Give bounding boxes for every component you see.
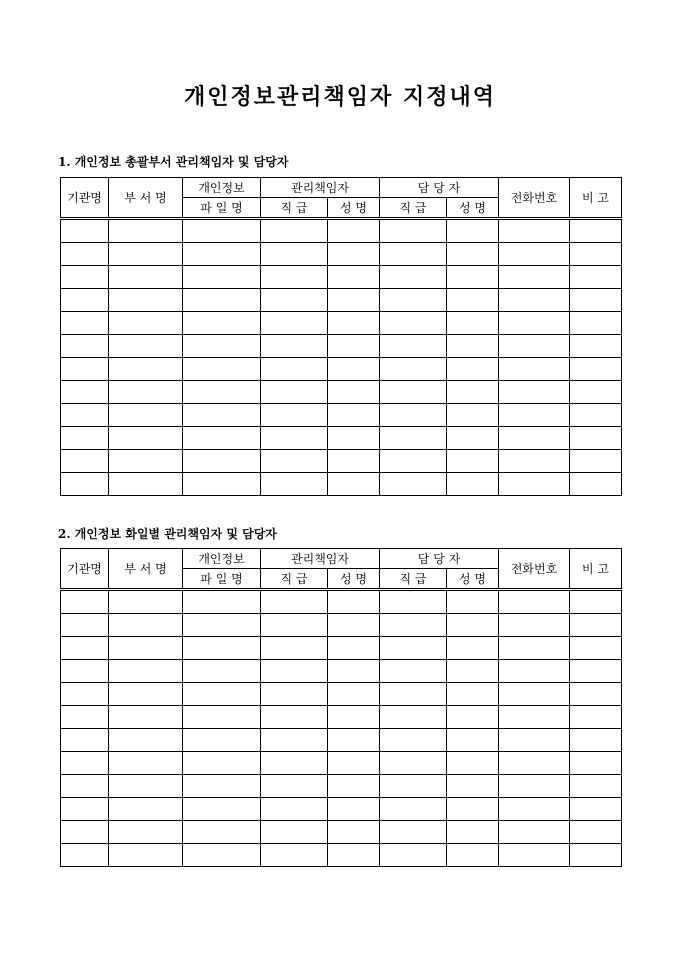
table-cell[interactable] xyxy=(570,729,622,752)
table-cell[interactable] xyxy=(570,590,622,614)
table-cell[interactable] xyxy=(570,381,622,404)
table-cell[interactable] xyxy=(447,219,499,243)
table-cell[interactable] xyxy=(328,243,380,266)
table-cell[interactable] xyxy=(570,821,622,844)
header-staff: 담 당 자 xyxy=(380,549,499,569)
table-cell[interactable] xyxy=(499,821,570,844)
table-cell[interactable] xyxy=(183,729,261,752)
table-cell[interactable] xyxy=(328,706,380,729)
table-row xyxy=(61,473,622,496)
table-cell[interactable] xyxy=(499,590,570,614)
table-1-body xyxy=(61,219,622,496)
table-cell[interactable] xyxy=(328,821,380,844)
table-cell[interactable] xyxy=(380,614,447,637)
table-cell[interactable] xyxy=(570,450,622,473)
table-cell[interactable] xyxy=(447,312,499,335)
table-cell[interactable] xyxy=(328,683,380,706)
table-row xyxy=(61,706,622,729)
table-cell[interactable] xyxy=(447,243,499,266)
table-cell[interactable] xyxy=(261,243,328,266)
table-row xyxy=(61,614,622,637)
table-cell[interactable] xyxy=(261,821,328,844)
table-cell[interactable] xyxy=(380,660,447,683)
table-cell[interactable] xyxy=(61,335,109,358)
table-cell[interactable] xyxy=(447,427,499,450)
table-cell[interactable] xyxy=(109,243,183,266)
header-department: 부 서 명 xyxy=(109,549,183,590)
table-cell[interactable] xyxy=(499,358,570,381)
table-cell[interactable] xyxy=(183,358,261,381)
table-cell[interactable] xyxy=(328,266,380,289)
header-agency: 기관명 xyxy=(61,178,109,219)
table-row xyxy=(61,381,622,404)
table-cell[interactable] xyxy=(183,798,261,821)
table-cell[interactable] xyxy=(261,614,328,637)
table-cell[interactable] xyxy=(183,775,261,798)
table-row xyxy=(61,312,622,335)
table-cell[interactable] xyxy=(109,637,183,660)
table-1 xyxy=(60,177,622,496)
table-cell[interactable] xyxy=(109,266,183,289)
table-row xyxy=(61,775,622,798)
table-cell[interactable] xyxy=(570,683,622,706)
table-cell[interactable] xyxy=(499,798,570,821)
table-cell[interactable] xyxy=(109,219,183,243)
table-cell[interactable] xyxy=(61,844,109,867)
table-cell[interactable] xyxy=(328,660,380,683)
table-cell[interactable] xyxy=(61,358,109,381)
table-cell[interactable] xyxy=(328,775,380,798)
document-title: 개인정보관리책임자 지정내역 xyxy=(184,84,496,110)
table-cell[interactable] xyxy=(499,683,570,706)
table-cell[interactable] xyxy=(109,844,183,867)
table-row xyxy=(61,798,622,821)
table-cell[interactable] xyxy=(380,706,447,729)
table-cell[interactable] xyxy=(499,729,570,752)
table-cell[interactable] xyxy=(447,706,499,729)
table-cell[interactable] xyxy=(380,243,447,266)
table-cell[interactable] xyxy=(183,590,261,614)
table-row xyxy=(61,821,622,844)
table-cell[interactable] xyxy=(328,752,380,775)
table-cell[interactable] xyxy=(380,381,447,404)
table-cell[interactable] xyxy=(261,752,328,775)
table-cell[interactable] xyxy=(570,844,622,867)
table-cell[interactable] xyxy=(328,404,380,427)
table-cell[interactable] xyxy=(183,404,261,427)
table-cell[interactable] xyxy=(183,335,261,358)
table-cell[interactable] xyxy=(380,404,447,427)
table-cell[interactable] xyxy=(499,473,570,496)
table-cell[interactable] xyxy=(570,637,622,660)
table-cell[interactable] xyxy=(447,821,499,844)
section-2-heading: 2. 개인정보 화일별 관리책임자 및 담당자 xyxy=(58,527,277,541)
table-cell[interactable] xyxy=(380,844,447,867)
table-cell[interactable] xyxy=(328,450,380,473)
header-staff-rank: 직 급 xyxy=(380,569,447,590)
table-cell[interactable] xyxy=(570,289,622,312)
table-cell[interactable] xyxy=(109,752,183,775)
table-cell[interactable] xyxy=(183,660,261,683)
table-cell[interactable] xyxy=(261,683,328,706)
table-cell[interactable] xyxy=(447,590,499,614)
table-cell[interactable] xyxy=(183,683,261,706)
table-cell[interactable] xyxy=(328,312,380,335)
table-cell[interactable] xyxy=(380,683,447,706)
table-cell[interactable] xyxy=(447,266,499,289)
table-cell[interactable] xyxy=(109,683,183,706)
table-cell[interactable] xyxy=(61,312,109,335)
table-cell[interactable] xyxy=(109,729,183,752)
table-cell[interactable] xyxy=(570,706,622,729)
table-2 xyxy=(60,548,622,867)
table-cell[interactable] xyxy=(61,289,109,312)
table-row xyxy=(61,219,622,243)
table-cell[interactable] xyxy=(447,614,499,637)
header-phone: 전화번호 xyxy=(499,178,570,219)
table-cell[interactable] xyxy=(447,660,499,683)
table-cell[interactable] xyxy=(261,266,328,289)
header-manager-name: 성 명 xyxy=(328,198,380,219)
table-cell[interactable] xyxy=(61,243,109,266)
header-manager-rank: 직 급 xyxy=(261,198,328,219)
table-row xyxy=(61,289,622,312)
header-phone: 전화번호 xyxy=(499,549,570,590)
table-cell[interactable] xyxy=(261,381,328,404)
table-cell[interactable] xyxy=(109,473,183,496)
table-cell[interactable] xyxy=(183,473,261,496)
table-cell[interactable] xyxy=(570,798,622,821)
table-cell[interactable] xyxy=(570,660,622,683)
table-cell[interactable] xyxy=(109,358,183,381)
table-cell[interactable] xyxy=(447,683,499,706)
table-cell[interactable] xyxy=(261,775,328,798)
table-cell[interactable] xyxy=(447,637,499,660)
table-cell[interactable] xyxy=(380,219,447,243)
section-1-heading: 1. 개인정보 총괄부서 관리책임자 및 담당자 xyxy=(58,155,289,169)
table-cell[interactable] xyxy=(328,358,380,381)
table-row xyxy=(61,660,622,683)
table-cell[interactable] xyxy=(61,729,109,752)
table-cell[interactable] xyxy=(447,473,499,496)
table-cell[interactable] xyxy=(499,660,570,683)
table-cell[interactable] xyxy=(499,427,570,450)
table-cell[interactable] xyxy=(183,752,261,775)
table-cell[interactable] xyxy=(328,637,380,660)
table-cell[interactable] xyxy=(328,473,380,496)
table-cell[interactable] xyxy=(380,775,447,798)
table-row xyxy=(61,844,622,867)
header-staff: 담 당 자 xyxy=(380,178,499,198)
table-cell[interactable] xyxy=(499,752,570,775)
table-cell[interactable] xyxy=(499,450,570,473)
header-file-top: 개인정보 xyxy=(183,178,261,198)
table-cell[interactable] xyxy=(570,219,622,243)
table-cell[interactable] xyxy=(261,590,328,614)
table-cell[interactable] xyxy=(109,614,183,637)
table-cell[interactable] xyxy=(261,473,328,496)
table-cell[interactable] xyxy=(261,289,328,312)
table-cell[interactable] xyxy=(109,775,183,798)
table-cell[interactable] xyxy=(61,450,109,473)
table-cell[interactable] xyxy=(328,335,380,358)
table-row xyxy=(61,637,622,660)
table-cell[interactable] xyxy=(447,798,499,821)
table-cell[interactable] xyxy=(380,289,447,312)
table-row xyxy=(61,243,622,266)
table-cell[interactable] xyxy=(109,590,183,614)
header-file-bottom: 파 일 명 xyxy=(183,569,261,590)
table-cell[interactable] xyxy=(328,798,380,821)
table-cell[interactable] xyxy=(447,358,499,381)
table-cell[interactable] xyxy=(261,358,328,381)
table-cell[interactable] xyxy=(447,775,499,798)
table-cell[interactable] xyxy=(380,729,447,752)
table-row xyxy=(61,335,622,358)
table-cell[interactable] xyxy=(261,660,328,683)
header-note: 비 고 xyxy=(570,178,622,219)
table-row xyxy=(61,752,622,775)
table-cell[interactable] xyxy=(328,219,380,243)
table-cell[interactable] xyxy=(183,427,261,450)
table-cell[interactable] xyxy=(261,637,328,660)
table-cell[interactable] xyxy=(109,706,183,729)
table-cell[interactable] xyxy=(447,335,499,358)
table-cell[interactable] xyxy=(380,590,447,614)
table-cell[interactable] xyxy=(61,706,109,729)
table-cell[interactable] xyxy=(183,219,261,243)
table-cell[interactable] xyxy=(447,752,499,775)
table-cell[interactable] xyxy=(328,614,380,637)
header-department: 부 서 명 xyxy=(109,178,183,219)
table-cell[interactable] xyxy=(570,335,622,358)
table-cell[interactable] xyxy=(380,473,447,496)
table-cell[interactable] xyxy=(109,660,183,683)
table-cell[interactable] xyxy=(261,335,328,358)
table-cell[interactable] xyxy=(380,312,447,335)
header-staff-name: 성 명 xyxy=(447,198,499,219)
table-cell[interactable] xyxy=(447,844,499,867)
table-cell[interactable] xyxy=(380,358,447,381)
table-cell[interactable] xyxy=(328,844,380,867)
table-cell[interactable] xyxy=(61,637,109,660)
table-cell[interactable] xyxy=(183,637,261,660)
table-cell[interactable] xyxy=(570,427,622,450)
header-staff-name: 성 명 xyxy=(447,569,499,590)
table-cell[interactable] xyxy=(499,381,570,404)
table-cell[interactable] xyxy=(261,729,328,752)
header-note: 비 고 xyxy=(570,549,622,590)
header-staff-rank: 직 급 xyxy=(380,198,447,219)
table-cell[interactable] xyxy=(499,266,570,289)
table-cell[interactable] xyxy=(61,473,109,496)
table-cell[interactable] xyxy=(109,335,183,358)
table-cell[interactable] xyxy=(499,844,570,867)
table-cell[interactable] xyxy=(380,266,447,289)
table-cell[interactable] xyxy=(183,381,261,404)
table-cell[interactable] xyxy=(183,289,261,312)
table-row xyxy=(61,590,622,614)
header-manager: 관리책임자 xyxy=(261,178,380,198)
table-cell[interactable] xyxy=(447,289,499,312)
table-cell[interactable] xyxy=(61,752,109,775)
table-cell[interactable] xyxy=(61,660,109,683)
table-cell[interactable] xyxy=(499,637,570,660)
table-row xyxy=(61,266,622,289)
table-cell[interactable] xyxy=(499,775,570,798)
table-cell[interactable] xyxy=(447,404,499,427)
table-cell[interactable] xyxy=(570,752,622,775)
table-cell[interactable] xyxy=(380,821,447,844)
table-cell[interactable] xyxy=(261,798,328,821)
table-cell[interactable] xyxy=(499,404,570,427)
table-cell[interactable] xyxy=(570,775,622,798)
table-cell[interactable] xyxy=(183,821,261,844)
table-cell[interactable] xyxy=(61,266,109,289)
table-cell[interactable] xyxy=(499,289,570,312)
table-cell[interactable] xyxy=(380,752,447,775)
table-cell[interactable] xyxy=(499,614,570,637)
table-cell[interactable] xyxy=(261,219,328,243)
table-cell[interactable] xyxy=(183,243,261,266)
table-cell[interactable] xyxy=(61,381,109,404)
header-file-bottom: 파 일 명 xyxy=(183,198,261,219)
table-cell[interactable] xyxy=(183,844,261,867)
table-cell[interactable] xyxy=(109,427,183,450)
table-cell[interactable] xyxy=(328,381,380,404)
table-cell[interactable] xyxy=(61,798,109,821)
header-file-top: 개인정보 xyxy=(183,549,261,569)
table-cell[interactable] xyxy=(570,614,622,637)
table-cell[interactable] xyxy=(183,614,261,637)
header-manager-name: 성 명 xyxy=(328,569,380,590)
table-cell[interactable] xyxy=(61,590,109,614)
table-cell[interactable] xyxy=(499,706,570,729)
table-cell[interactable] xyxy=(109,289,183,312)
table-cell[interactable] xyxy=(570,243,622,266)
table-cell[interactable] xyxy=(570,312,622,335)
table-cell[interactable] xyxy=(261,450,328,473)
table-cell[interactable] xyxy=(570,358,622,381)
table-cell[interactable] xyxy=(380,798,447,821)
table-row xyxy=(61,427,622,450)
table-cell[interactable] xyxy=(61,427,109,450)
header-manager: 관리책임자 xyxy=(261,549,380,569)
header-manager-rank: 직 급 xyxy=(261,569,328,590)
table-cell[interactable] xyxy=(183,266,261,289)
table-cell[interactable] xyxy=(380,637,447,660)
table-cell[interactable] xyxy=(380,335,447,358)
table-cell[interactable] xyxy=(499,219,570,243)
table-cell[interactable] xyxy=(109,404,183,427)
table-cell[interactable] xyxy=(380,427,447,450)
table-cell[interactable] xyxy=(109,312,183,335)
table-row xyxy=(61,404,622,427)
table-cell[interactable] xyxy=(261,404,328,427)
table-cell[interactable] xyxy=(570,473,622,496)
table-cell[interactable] xyxy=(61,404,109,427)
table-cell[interactable] xyxy=(109,450,183,473)
header-agency: 기관명 xyxy=(61,549,109,590)
table-cell[interactable] xyxy=(109,798,183,821)
table-cell[interactable] xyxy=(570,404,622,427)
table-cell[interactable] xyxy=(447,381,499,404)
table-cell[interactable] xyxy=(61,219,109,243)
table-cell[interactable] xyxy=(61,683,109,706)
table-cell[interactable] xyxy=(61,614,109,637)
table-cell[interactable] xyxy=(109,821,183,844)
table-cell[interactable] xyxy=(61,821,109,844)
table-cell[interactable] xyxy=(261,312,328,335)
table-row xyxy=(61,729,622,752)
table-cell[interactable] xyxy=(499,243,570,266)
table-cell[interactable] xyxy=(499,312,570,335)
table-cell[interactable] xyxy=(61,775,109,798)
table-cell[interactable] xyxy=(447,450,499,473)
table-row xyxy=(61,450,622,473)
table-cell[interactable] xyxy=(261,844,328,867)
table-cell[interactable] xyxy=(380,450,447,473)
table-cell[interactable] xyxy=(183,450,261,473)
table-cell[interactable] xyxy=(183,706,261,729)
table-row xyxy=(61,358,622,381)
table-cell[interactable] xyxy=(328,590,380,614)
table-cell[interactable] xyxy=(499,335,570,358)
table-row xyxy=(61,683,622,706)
table-cell[interactable] xyxy=(570,266,622,289)
table-cell[interactable] xyxy=(261,706,328,729)
table-cell[interactable] xyxy=(261,427,328,450)
table-cell[interactable] xyxy=(109,381,183,404)
table-cell[interactable] xyxy=(328,289,380,312)
table-cell[interactable] xyxy=(328,729,380,752)
table-cell[interactable] xyxy=(183,312,261,335)
table-2-body xyxy=(61,590,622,867)
table-cell[interactable] xyxy=(447,729,499,752)
table-cell[interactable] xyxy=(328,427,380,450)
